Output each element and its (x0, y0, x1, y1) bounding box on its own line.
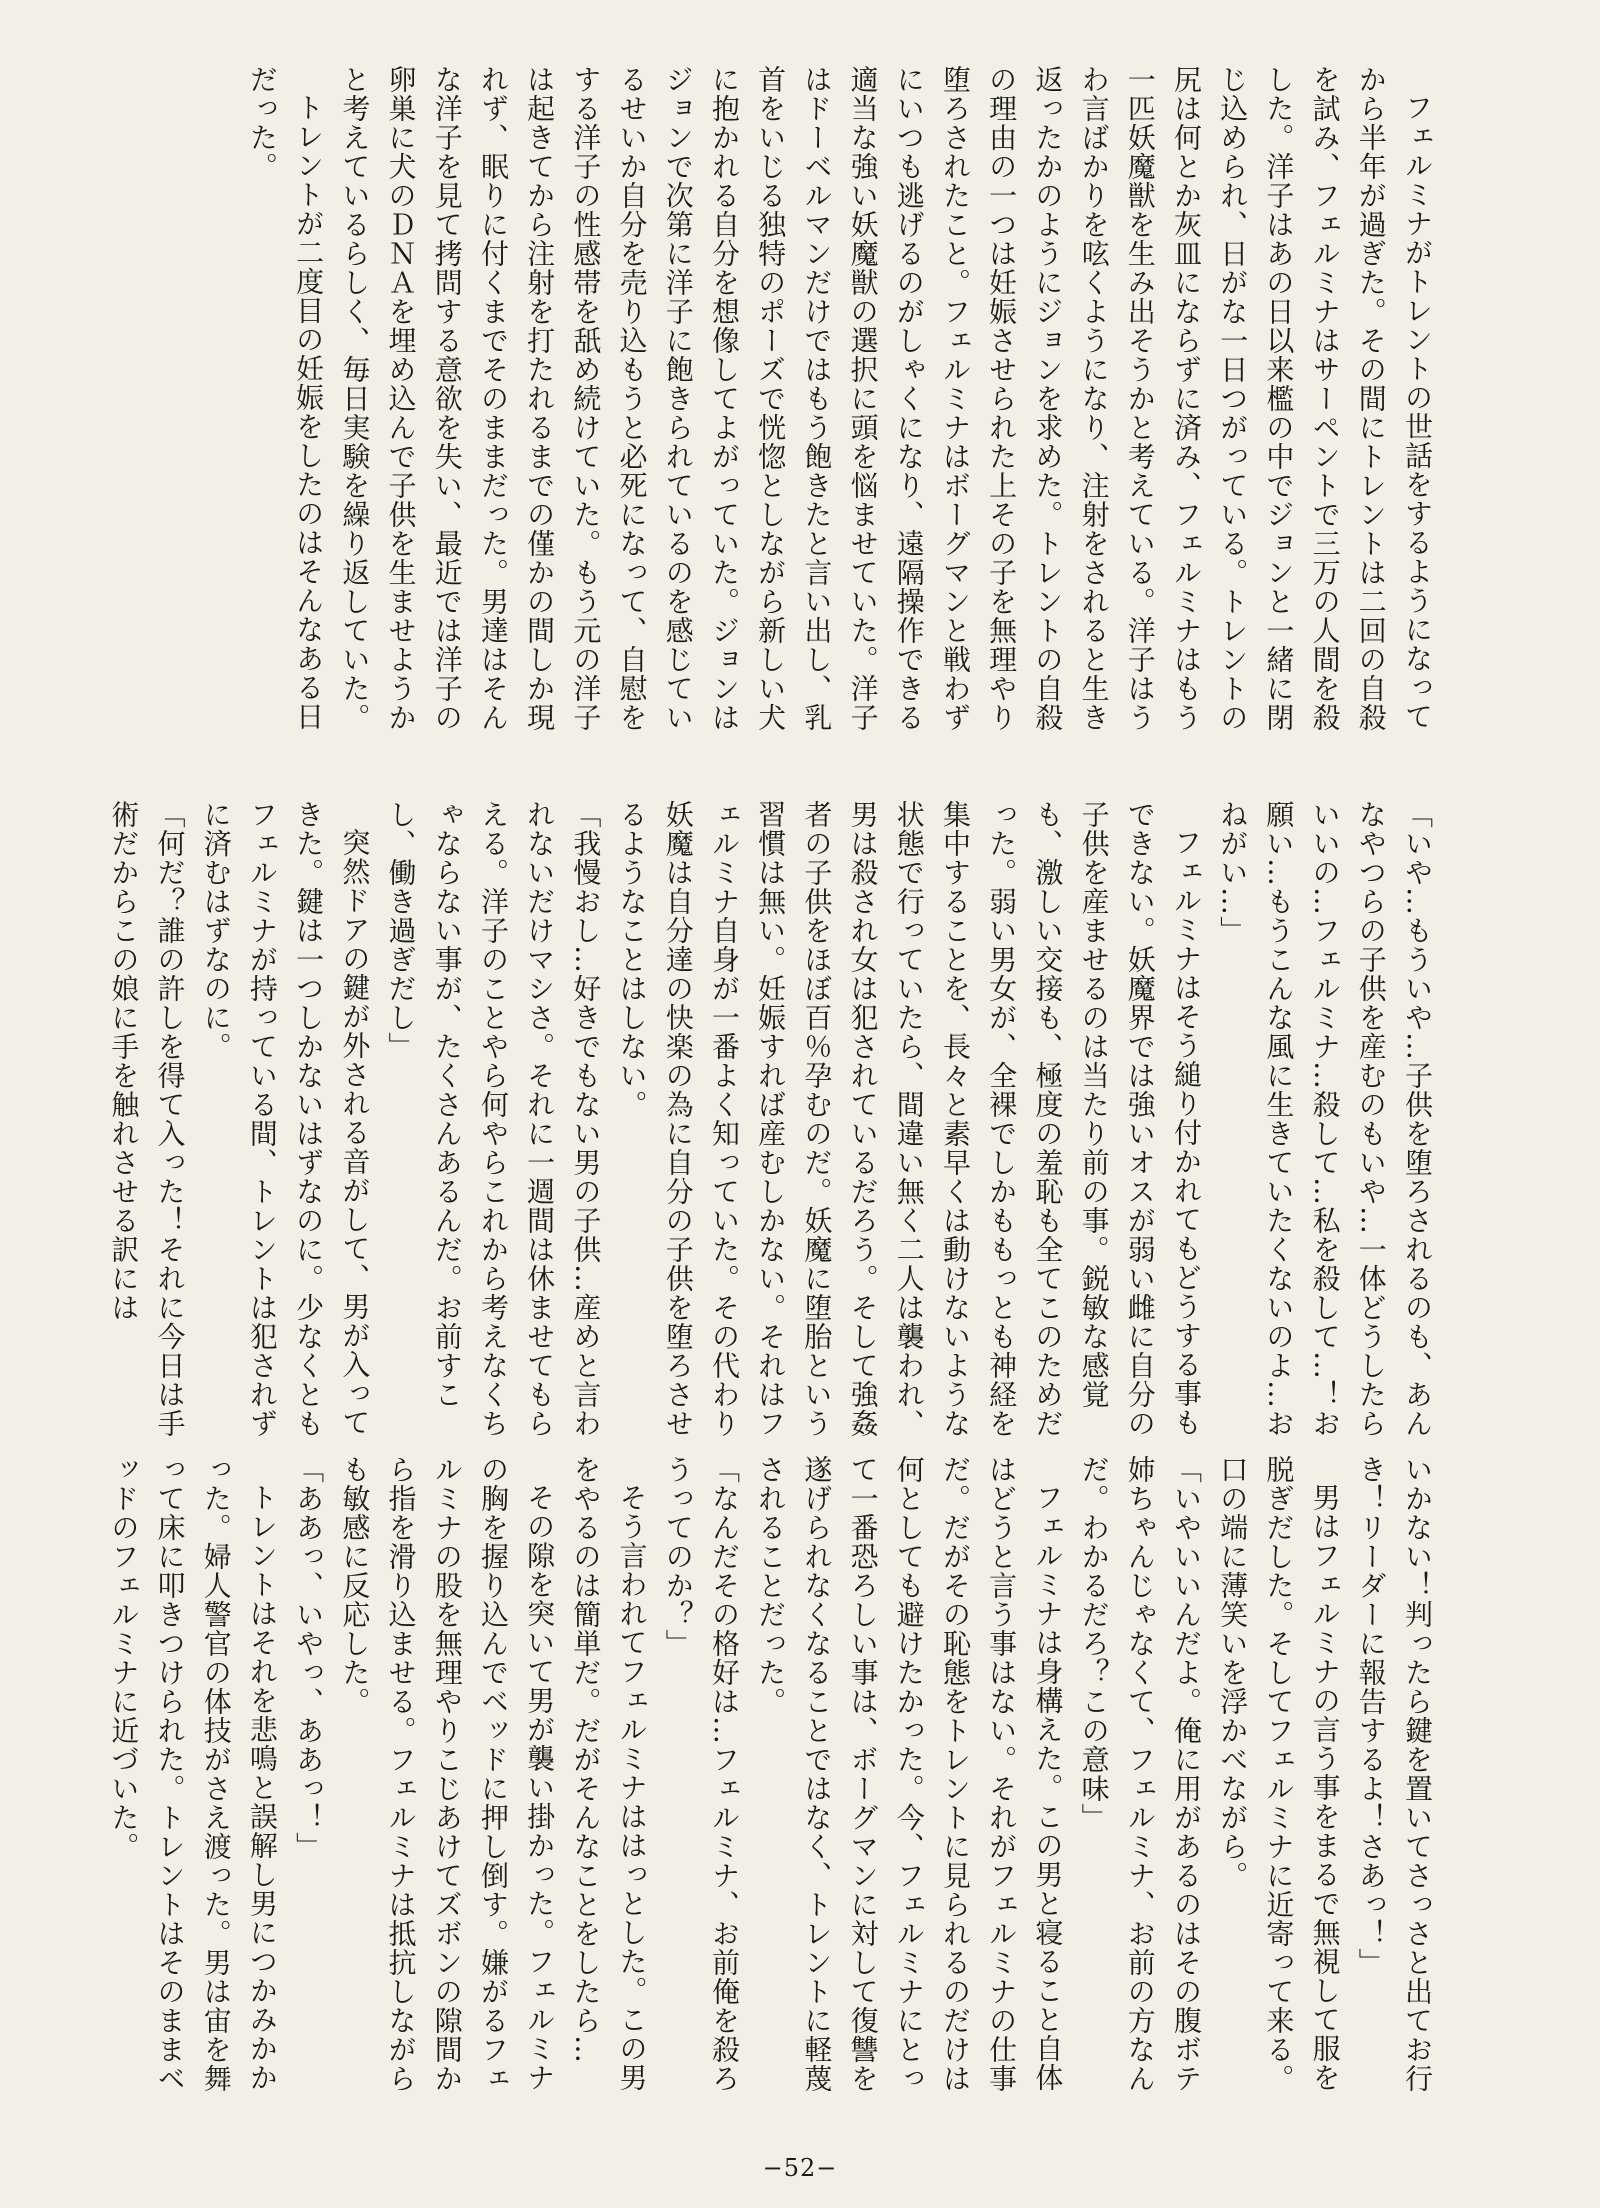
paragraph: その隙を突いて男が襲い掛かった。フェルミナの胸を握り込んでベッドに押し倒す。嫌がるフェルミナの股を無理やりこじあけてズボンの隙間から指を滑り込ませる。フェルミナは抵抗しながらも敏感に反応した。 (338, 1455, 557, 2093)
paragraph-continued: いかない！判ったら鍵を置いてさっさと出てお行き！リーダーに報告するよ！さあっ！」 (1354, 1455, 1434, 2093)
dialogue-paragraph: 「ああっ、いやっ、ああっ！」 (292, 1455, 326, 1861)
dialogue-paragraph: 「なんだその格好は…フェルミナ、お前俺を殺ろうってのか？」 (661, 1455, 741, 2093)
paragraph: そう言われてフェルミナははっとした。この男をやるのは簡単だ。だがそんなことをしたら… (569, 1455, 649, 2092)
text-block-top (150, 65, 1440, 755)
page-number: −52− (762, 2154, 838, 2182)
paragraph: 突然ドアの鍵が外される音がして、男が入ってきた。鍵は一つしかないはずなのに。少なくともフェルミナが持っている間、トレントは犯されずに済むはずなのに。 (199, 800, 372, 1438)
paragraph: トレントが二度目の妊娠をしたのはそんなある日だった。 (245, 65, 326, 731)
paragraph: 男はフェルミナの言う事をまるで無視して服を脱ぎだした。そしてフェルミナに近寄って来る。口の端に薄笑いを浮かべながら。 (1216, 1455, 1342, 2093)
dialogue-paragraph: 「いや…もういや…子供を堕ろされるのも、あんなやつらの子供を産むのもいや…一体どうしたらいいの…フェルミナ…殺して…私を殺して…！お願い…もうこんな風に生きていたくないのよ…おねがい…」 (1216, 800, 1434, 1438)
text-block-bottom (107, 1455, 1440, 2110)
vertical-text (107, 800, 1440, 1455)
dialogue-paragraph: 「何だ？誰の許しを得て入った！それに今日は手術だからこの娘に手を触れさせる訳には (107, 800, 187, 1438)
vertical-text (150, 65, 1440, 755)
paragraph: フェルミナはそう縋り付かれてもどうする事もできない。妖魔界では強いオスが弱い雌に自分の子供を産ませるのは当たり前の事。鋭敏な感覚も、激しい交接も、極度の羞恥も全てこのためだった。弱い男女が、全裸でしかももっとも神経を集中することを、長々と素早くは動けないような状態で行っていたら、間違い無く二人は襲われ、男は殺され女は犯されているだろう。そして強姦者の子供をほぼ百％孕むのだ。妖魔に堕胎という習慣は無い。妊娠すれば産むしかない。それはフェルミナ自身が一番よく知っていた。その代わり妖魔は自分達の快楽の為に自分の子供を堕ろさせるようなことはしない。 (615, 800, 1203, 1438)
paragraph: トレントはそれを悲鳴と誤解し男につかみかかった。婦人警官の体技がさえ渡った。男は宙を舞って床に叩きつけられた。トレントはそのままベッドのフェルミナに近づいた。 (107, 1455, 279, 2093)
dialogue-paragraph: 「いやいいんだよ。俺に用があるのはその腹ボテ姉ちゃんじゃなくて、フェルミナ、お前の方なんだ。わかるだろ？この意味」 (1077, 1455, 1203, 2093)
dialogue-paragraph: 「我慢おし…好きでもない男の子供…産めと言われないだけマシさ。それに一週間は休ませてもらえる。洋子のことやら何やらこれから考えなくちゃならない事が、たくさんあるんだ。お前すこし、働き過ぎだし」 (384, 800, 603, 1438)
paragraph: フェルミナがトレントの世話をするようになってから半年が過ぎた。その間にトレントは二回の自殺を試み、フェルミナはサーペントで三万の人間を殺した。洋子はあの日以来檻の中でジョンと一緒に閉じ込められ、日がな一日つがっている。トレントの尻は何とか灰皿にならずに済み、フェルミナはもう一匹妖魔獣を生み出そうかと考えている。洋子はうわ言ばかりを呟くようになり、注射をされると生き返ったかのようにジョンを求めた。トレントの自殺の理由の一つは妊娠させられた上その子を無理やり堕ろされたこと。フェルミナはボーグマンと戦わずにいつも逃げるのがしゃくになり、遠隔操作できる適当な強い妖魔獣の選択に頭を悩ませていた。洋子はドーベルマンだけではもう飽きたと言い出し、乳首をいじる独特のポーズで恍惚としながら新しい犬に抱かれる自分を想像してよがっていた。ジョンはジョンで次第に洋子に飽きられているのを感じているせいか自分を売り込もうと必死になって、自慰をする洋子の性感帯を舐め続けていた。もう元の洋子は起きてから注射を打たれるまでの僅かの間しか現れず、眠りに付くまでそのままだった。男達はそんな洋子を見て拷問する意欲を失い、最近では洋子の卵巣に犬のＤＮＡを埋め込んで子供を生ませようかと考えているらしく、毎日実験を繰り返していた。 (338, 65, 1434, 732)
vertical-text (107, 1455, 1440, 2110)
text-block-middle (107, 800, 1440, 1455)
paragraph: フェルミナは身構えた。この男と寝ること自体はどうと言う事はない。それがフェルミナの仕事だ。だがその恥態をトレントに見られるのだけは何としても避けたかった。今、フェルミナにとって一番恐ろしい事は、ボーグマンに対して復讐を遂げられなくなることではなく、トレントに軽蔑されることだった。 (754, 1455, 1065, 2093)
